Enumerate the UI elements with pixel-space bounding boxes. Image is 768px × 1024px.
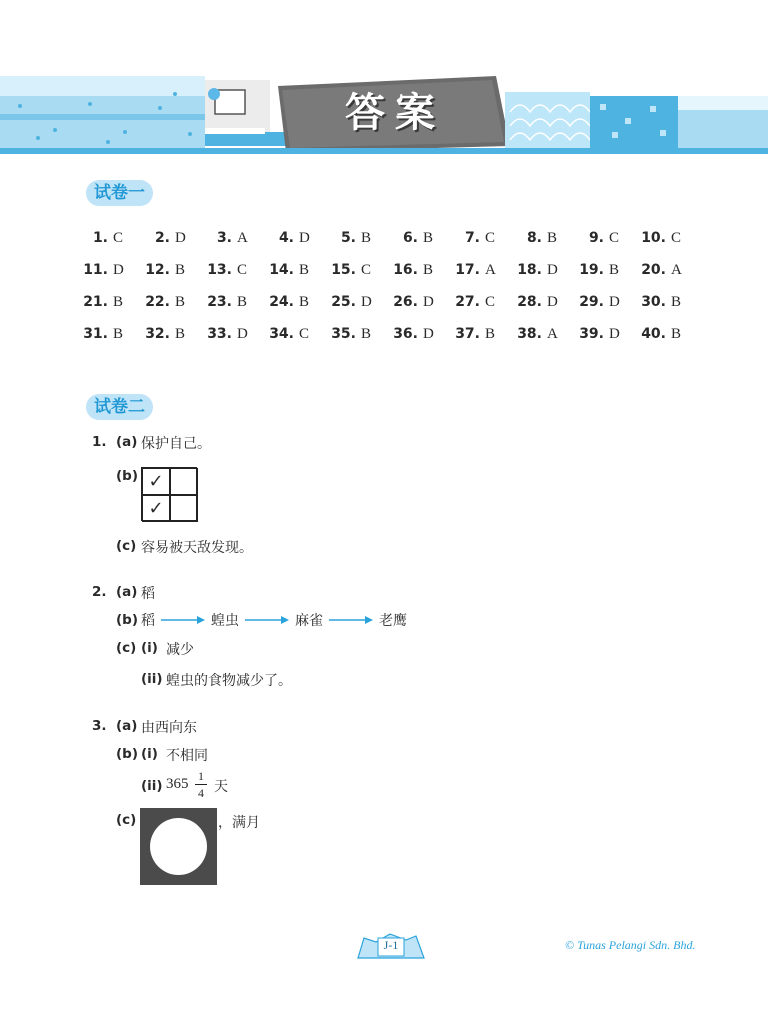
mcq-question-number: 7. — [464, 229, 480, 246]
mcq-answer-letter: D — [361, 293, 372, 310]
fraction-bar — [195, 784, 207, 785]
mcq-item — [82, 230, 144, 247]
mcq-question-number: 22. — [145, 293, 170, 310]
mcq-item — [516, 230, 578, 247]
mcq-question-number: 40. — [641, 325, 666, 342]
mcq-question-number: 19. — [579, 261, 604, 278]
mcq-question-number: 14. — [269, 261, 294, 278]
mcq-item — [392, 326, 454, 343]
q1c-answer: 容易被天敌发现。 — [141, 540, 253, 556]
mcq-answer-letter: A — [671, 261, 682, 278]
mcq-question-number: 38. — [517, 325, 542, 342]
page-number: J-1 — [383, 938, 399, 952]
mcq-question-number: 37. — [455, 325, 480, 342]
mcq-answer-letter: D — [299, 229, 310, 246]
q2a-answer: 稻 — [141, 586, 155, 602]
mcq-question-number: 5. — [340, 229, 356, 246]
mcq-answer-letter: B — [175, 261, 186, 278]
mcq-item — [330, 294, 392, 311]
q3bii-fraction — [195, 769, 207, 800]
section1-title: 试卷一 — [86, 180, 153, 206]
mcq-item — [268, 294, 330, 311]
mcq-question-number: 27. — [455, 293, 480, 310]
mcq-answer-letter: B — [671, 325, 682, 342]
mcq-item — [516, 326, 578, 343]
mcq-item — [454, 262, 516, 279]
mcq-item — [206, 230, 268, 247]
food-chain-item: 蝗虫 — [211, 613, 239, 629]
mcq-question-number: 21. — [83, 293, 108, 310]
q1a-label: (a) — [116, 434, 138, 450]
mcq-item — [516, 294, 578, 311]
mcq-answer-letter: B — [299, 293, 310, 310]
mcq-answer-letter: B — [175, 293, 186, 310]
mcq-item — [268, 262, 330, 279]
mcq-item — [578, 326, 640, 343]
mcq-question-number: 36. — [393, 325, 418, 342]
mcq-answer-letter: B — [423, 229, 434, 246]
mcq-question-number: 34. — [269, 325, 294, 342]
mcq-answer-letter: B — [671, 293, 682, 310]
mcq-answer-letter: A — [237, 229, 248, 246]
q2ci-answer: 减少 — [166, 642, 194, 658]
mcq-question-number: 17. — [455, 261, 480, 278]
mcq-question-number: 12. — [145, 261, 170, 278]
mcq-question-number: 11. — [83, 261, 108, 278]
mcq-item — [516, 262, 578, 279]
mcq-answer-letter: A — [547, 325, 558, 342]
mcq-question-number: 4. — [278, 229, 294, 246]
mcq-row — [82, 254, 702, 286]
food-chain-item: 老鹰 — [379, 613, 407, 629]
mcq-answer-letter: B — [113, 325, 124, 342]
mcq-answer-letter: C — [485, 293, 496, 310]
q1-number: 1. — [92, 434, 107, 450]
q1a-answer: 保护自己。 — [141, 436, 211, 452]
tick-cell: ✓ — [142, 495, 170, 522]
q2b-label: (b) — [116, 612, 139, 628]
mcq-row — [82, 318, 702, 350]
mcq-item — [640, 262, 702, 279]
mcq-question-number: 16. — [393, 261, 418, 278]
page-number-tab — [356, 932, 426, 960]
mcq-answer-letter: C — [361, 261, 372, 278]
mcq-answer-letter: B — [547, 229, 558, 246]
mcq-answer-letter: C — [113, 229, 124, 246]
mcq-question-number: 25. — [331, 293, 356, 310]
mcq-answer-letter: D — [237, 325, 248, 342]
mcq-question-number: 24. — [269, 293, 294, 310]
mcq-item — [82, 262, 144, 279]
q1b-tick-table — [141, 467, 197, 521]
mcq-answer-letter: B — [485, 325, 496, 342]
mcq-question-number: 23. — [207, 293, 232, 310]
mcq-question-number: 30. — [641, 293, 666, 310]
mcq-row — [82, 286, 702, 318]
mcq-question-number: 15. — [331, 261, 356, 278]
mcq-answer-letter: D — [547, 293, 558, 310]
q2c-label: (c) — [116, 640, 137, 656]
mcq-item — [392, 294, 454, 311]
q3bii-unit: 天 — [214, 779, 228, 795]
mcq-question-number: 18. — [517, 261, 542, 278]
mcq-item — [268, 326, 330, 343]
mcq-item — [144, 262, 206, 279]
mcq-item — [640, 294, 702, 311]
q3c-label: (c) — [116, 812, 137, 828]
q2ci-label: (i) — [141, 640, 158, 656]
mcq-question-number: 32. — [145, 325, 170, 342]
mcq-item — [640, 230, 702, 247]
mcq-question-number: 6. — [402, 229, 418, 246]
mcq-item — [268, 230, 330, 247]
mcq-item — [578, 262, 640, 279]
mcq-item — [454, 230, 516, 247]
mcq-answer-letter: C — [299, 325, 310, 342]
mcq-question-number: 26. — [393, 293, 418, 310]
mcq-answer-letter: D — [609, 325, 620, 342]
mcq-item — [82, 294, 144, 311]
q3b-label: (b) — [116, 746, 139, 762]
q3c-answer: ，满月 — [218, 815, 260, 831]
mcq-answer-letter: B — [361, 325, 372, 342]
mcq-question-number: 9. — [588, 229, 604, 246]
mcq-item — [392, 230, 454, 247]
mcq-item — [578, 230, 640, 247]
arrow-right-icon — [329, 614, 373, 626]
mcq-answer-letter: C — [671, 229, 682, 246]
mcq-question-number: 33. — [207, 325, 232, 342]
mcq-answer-letter: B — [361, 229, 372, 246]
mcq-item — [144, 326, 206, 343]
tick-cell — [170, 468, 198, 495]
mcq-answer-letter: B — [609, 261, 620, 278]
header-banner — [0, 70, 768, 156]
q2cii-answer: 蝗虫的食物减少了。 — [166, 673, 292, 689]
mcq-answer-grid — [82, 222, 702, 350]
mcq-item — [330, 230, 392, 247]
q3bii-whole: 365 — [166, 776, 189, 792]
q2-number: 2. — [92, 584, 107, 600]
food-chain-item: 麻雀 — [295, 613, 323, 629]
mcq-question-number: 1. — [92, 229, 108, 246]
mcq-answer-letter: B — [237, 293, 248, 310]
mcq-answer-letter: D — [609, 293, 620, 310]
mcq-answer-letter: B — [299, 261, 310, 278]
mcq-answer-letter: B — [175, 325, 186, 342]
mcq-question-number: 31. — [83, 325, 108, 342]
mcq-answer-letter: C — [237, 261, 248, 278]
mcq-answer-letter: D — [423, 293, 434, 310]
header-title: 答案 — [345, 90, 445, 136]
full-moon-diagram — [140, 808, 217, 885]
mcq-question-number: 2. — [154, 229, 170, 246]
mcq-item — [206, 294, 268, 311]
mcq-question-number: 35. — [331, 325, 356, 342]
mcq-item — [330, 262, 392, 279]
mcq-item — [578, 294, 640, 311]
mcq-item — [454, 294, 516, 311]
q3-number: 3. — [92, 718, 107, 734]
mcq-answer-letter: C — [485, 229, 496, 246]
mcq-question-number: 8. — [526, 229, 542, 246]
mcq-question-number: 29. — [579, 293, 604, 310]
mcq-item — [640, 326, 702, 343]
mcq-item — [82, 326, 144, 343]
q3a-label: (a) — [116, 718, 138, 734]
mcq-question-number: 28. — [517, 293, 542, 310]
arrow-right-icon — [245, 614, 289, 626]
fraction-numerator: 1 — [198, 769, 204, 783]
mcq-answer-letter: D — [423, 325, 434, 342]
q2cii-label: (ii) — [141, 671, 163, 687]
mcq-answer-letter: C — [609, 229, 620, 246]
mcq-item — [330, 326, 392, 343]
mcq-row — [82, 222, 702, 254]
q1b-label: (b) — [116, 468, 139, 484]
mcq-question-number: 39. — [579, 325, 604, 342]
fraction-denominator: 4 — [198, 786, 204, 800]
mcq-item — [392, 262, 454, 279]
mcq-answer-letter: A — [485, 261, 496, 278]
q3bi-label: (i) — [141, 746, 158, 762]
mcq-question-number: 13. — [207, 261, 232, 278]
mcq-question-number: 20. — [641, 261, 666, 278]
q2a-label: (a) — [116, 584, 138, 600]
food-chain-item: 稻 — [141, 613, 155, 629]
mcq-item — [454, 326, 516, 343]
tick-cell: ✓ — [142, 468, 170, 495]
section2-title: 试卷二 — [86, 394, 153, 420]
mcq-answer-letter: D — [175, 229, 186, 246]
q3bi-answer: 不相同 — [166, 748, 208, 764]
moon-disc — [150, 818, 207, 875]
mcq-item — [206, 262, 268, 279]
mcq-item — [206, 326, 268, 343]
mcq-question-number: 10. — [641, 229, 666, 246]
q1c-label: (c) — [116, 538, 137, 554]
mcq-item — [144, 230, 206, 247]
arrow-right-icon — [161, 614, 205, 626]
mcq-answer-letter: D — [113, 261, 124, 278]
mcq-question-number: 3. — [216, 229, 232, 246]
tick-cell — [170, 495, 198, 522]
q2b-food-chain — [141, 610, 407, 630]
copyright-text: © Tunas Pelangi Sdn. Bhd. — [565, 938, 696, 952]
mcq-answer-letter: B — [423, 261, 434, 278]
mcq-answer-letter: D — [547, 261, 558, 278]
mcq-item — [144, 294, 206, 311]
q3a-answer: 由西向东 — [141, 720, 197, 736]
q3bii-label: (ii) — [141, 778, 163, 794]
mcq-answer-letter: B — [113, 293, 124, 310]
